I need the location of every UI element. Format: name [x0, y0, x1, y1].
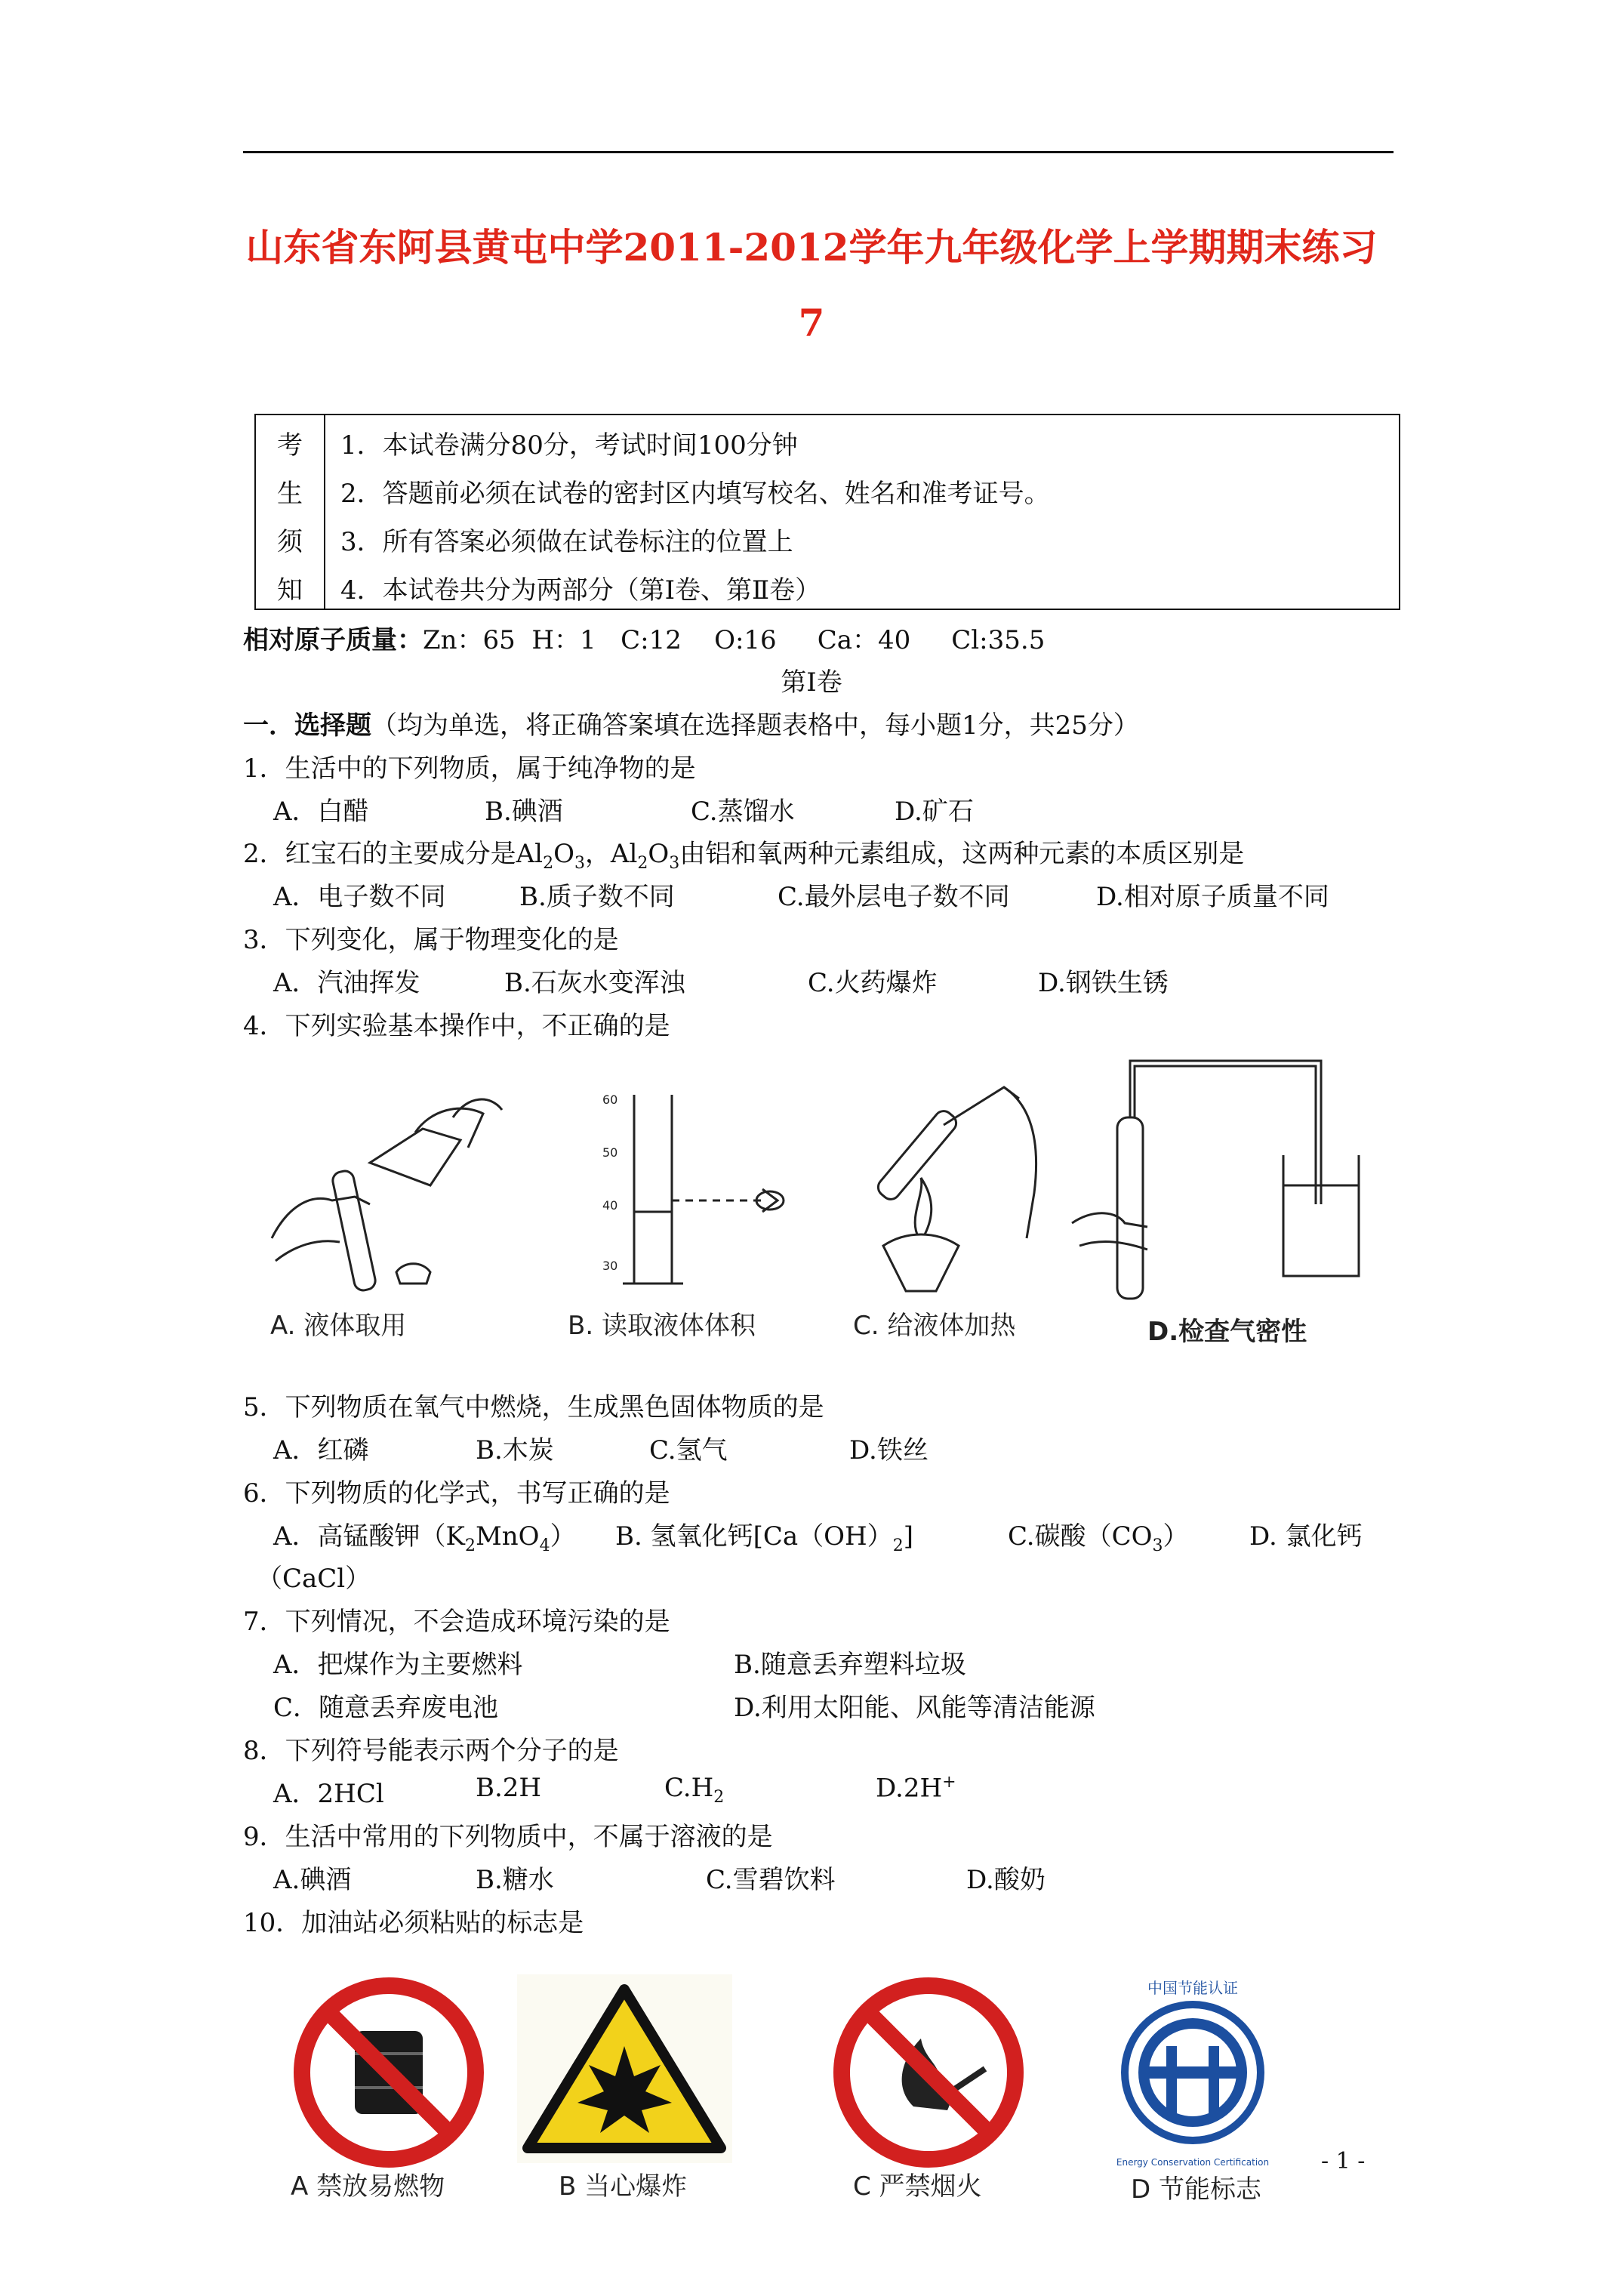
option: A．汽油挥发	[273, 968, 420, 998]
notice-side-label	[256, 415, 325, 609]
option-continued: （CaCl）	[257, 1564, 371, 1594]
question-stem: 5．下列物质在氧气中燃烧，生成黑色固体物质的是	[243, 1392, 824, 1422]
option	[1008, 1515, 1189, 1555]
option: D. 氯化钙	[1249, 1521, 1363, 1552]
pouring-liquid-illustration	[272, 1099, 502, 1292]
subscript: 2	[543, 853, 554, 873]
option: D.铁丝	[849, 1435, 929, 1465]
option: D.酸奶	[966, 1865, 1046, 1895]
option: A．2HCl	[273, 1779, 384, 1809]
stem-part: 由铝和氧两种元素组成，这两种元素的本质区别是	[679, 839, 1245, 869]
part-title: 第Ⅰ卷	[781, 667, 842, 698]
atomic-mass-label: 相对原子质量：	[243, 625, 423, 655]
question-stem: 3．下列变化，属于物理变化的是	[243, 925, 619, 955]
section-label: 一．选择题	[243, 710, 371, 741]
doc-title-line2: 7	[798, 300, 825, 345]
option: D.利用太阳能、风能等清洁能源	[734, 1693, 1095, 1723]
atomic-mass-line	[243, 619, 1045, 656]
option: A．把煤作为主要燃料	[273, 1650, 523, 1680]
notice-side-char: 须	[277, 527, 303, 557]
stem-part: O	[648, 839, 670, 869]
atomic-mass-values: Zn：65 H：1 C:12 O:16 Ca：40 Cl:35.5	[423, 625, 1046, 655]
option	[664, 1773, 724, 1807]
subscript: 3	[574, 853, 585, 873]
notice-side-char: 考	[277, 430, 303, 461]
stem-part: O	[553, 839, 574, 869]
option	[273, 1515, 576, 1555]
logo-en-text: Energy Conservation Certification	[1116, 2157, 1270, 2168]
doc-title-line1: 山东省东阿县黄屯中学2011-2012学年九年级化学上学期期末练习	[245, 225, 1378, 270]
subscript: 2	[464, 1536, 476, 1555]
cylinder-tick: 50	[602, 1145, 618, 1160]
safety-signs-figure	[257, 1955, 1374, 2174]
option-part: ]	[903, 1521, 913, 1552]
notice-side-char: 生	[277, 479, 303, 509]
question-stem	[243, 833, 1244, 873]
option: B.随意丢弃塑料垃圾	[734, 1650, 966, 1680]
option: D.矿石	[895, 797, 974, 827]
stem-part: 2．红宝石的主要成分是Al	[243, 839, 544, 869]
question-stem: 9．生活中常用的下列物质中，不属于溶液的是	[243, 1822, 773, 1852]
notice-item: 1．本试卷满分80分，考试时间100分钟	[340, 430, 798, 461]
subscript: 3	[669, 853, 680, 873]
figure-caption: A. 液体取用	[270, 1311, 407, 1341]
subscript: 2	[637, 853, 648, 873]
explosion-warning-sign-icon	[517, 1974, 732, 2163]
option: A.碘酒	[273, 1865, 352, 1895]
subscript: 2	[892, 1536, 904, 1555]
option: D.相对原子质量不同	[1096, 882, 1329, 912]
superscript: +	[942, 1773, 956, 1792]
stem-part: ，Al	[584, 839, 638, 869]
figure-caption: B. 读取液体体积	[568, 1311, 756, 1341]
energy-conservation-logo-icon	[1116, 1979, 1269, 2168]
section-note: （均为单选，将正确答案填在选择题表格中，每小题1分，共25分）	[371, 710, 1139, 741]
subscript: 2	[713, 1787, 725, 1807]
graduated-cylinder-illustration	[623, 1095, 784, 1284]
option: D.钢铁生锈	[1038, 968, 1169, 998]
option: B.木炭	[476, 1435, 554, 1465]
no-fire-sign-icon	[842, 1986, 1015, 2159]
page-number: - 1 -	[1321, 2148, 1366, 2174]
logo-cn-text: 中国节能认证	[1147, 1979, 1238, 1997]
cylinder-tick: 30	[602, 1259, 618, 1273]
notice-item: 2．答题前必须在试卷的密封区内填写校名、姓名和准考证号。	[340, 479, 1050, 509]
question-stem: 6．下列物质的化学式，书写正确的是	[243, 1478, 670, 1509]
question-stem: 1．生活中的下列物质，属于纯净物的是	[243, 754, 696, 784]
option-part: A．高锰酸钾（K	[273, 1521, 465, 1552]
heating-liquid-illustration	[875, 1087, 1036, 1291]
option-part: MnO	[475, 1521, 540, 1552]
question-stem: 4．下列实验基本操作中，不正确的是	[243, 1011, 670, 1041]
option-part: C.H	[664, 1773, 714, 1803]
notice-box	[254, 414, 1400, 610]
sign-caption: B 当心爆炸	[559, 2171, 688, 2202]
question-stem: 8．下列符号能表示两个分子的是	[243, 1736, 619, 1766]
notice-item: 3．所有答案必须做在试卷标注的位置上	[340, 527, 793, 557]
subscript: 3	[1152, 1536, 1163, 1555]
option	[876, 1773, 956, 1803]
option-part: D.2H	[876, 1773, 943, 1804]
option: A．红磷	[273, 1435, 369, 1465]
option: C.最外层电子数不同	[778, 882, 1010, 912]
question-stem: 7．下列情况，不会造成环境污染的是	[243, 1607, 670, 1637]
sign-caption: C 严禁烟火	[853, 2171, 982, 2202]
no-flammables-sign-icon	[302, 1986, 476, 2159]
option: B.糖水	[476, 1865, 554, 1895]
sign-caption: D 节能标志	[1131, 2174, 1261, 2205]
option: C.氢气	[649, 1435, 728, 1465]
question-stem: 10．加油站必须粘贴的标志是	[243, 1908, 584, 1938]
section-heading	[243, 704, 1139, 741]
option	[615, 1515, 913, 1555]
option-part: C.碳酸（CO	[1008, 1521, 1153, 1552]
figure-caption: D.检查气密性	[1147, 1317, 1307, 1347]
option: C.火药爆炸	[808, 968, 938, 998]
option-part: ）	[1163, 1521, 1189, 1552]
cylinder-tick: 40	[602, 1198, 618, 1213]
option: A．白醋	[273, 797, 369, 827]
subscript: 4	[539, 1536, 550, 1555]
sign-caption: A 禁放易燃物	[291, 2171, 445, 2202]
top-rule	[243, 151, 1394, 153]
figure-caption: C. 给液体加热	[853, 1311, 1016, 1341]
option: B.质子数不同	[519, 882, 675, 912]
option-part: ）	[550, 1521, 576, 1552]
option: B.2H	[476, 1773, 542, 1803]
option: B.石灰水变浑浊	[504, 968, 685, 998]
cylinder-tick: 60	[602, 1093, 618, 1107]
option: C．随意丢弃废电池	[273, 1693, 499, 1723]
option: C.雪碧饮料	[706, 1865, 836, 1895]
option-part: B. 氢氧化钙[Ca（OH）	[615, 1521, 893, 1552]
option: B.碘酒	[485, 797, 563, 827]
notice-item: 4．本试卷共分为两部分（第Ⅰ卷、第Ⅱ卷）	[340, 575, 821, 606]
option: A．电子数不同	[273, 882, 446, 912]
option: C.蒸馏水	[691, 797, 795, 827]
airtightness-check-illustration	[1072, 1061, 1359, 1299]
notice-side-char: 知	[277, 575, 303, 606]
